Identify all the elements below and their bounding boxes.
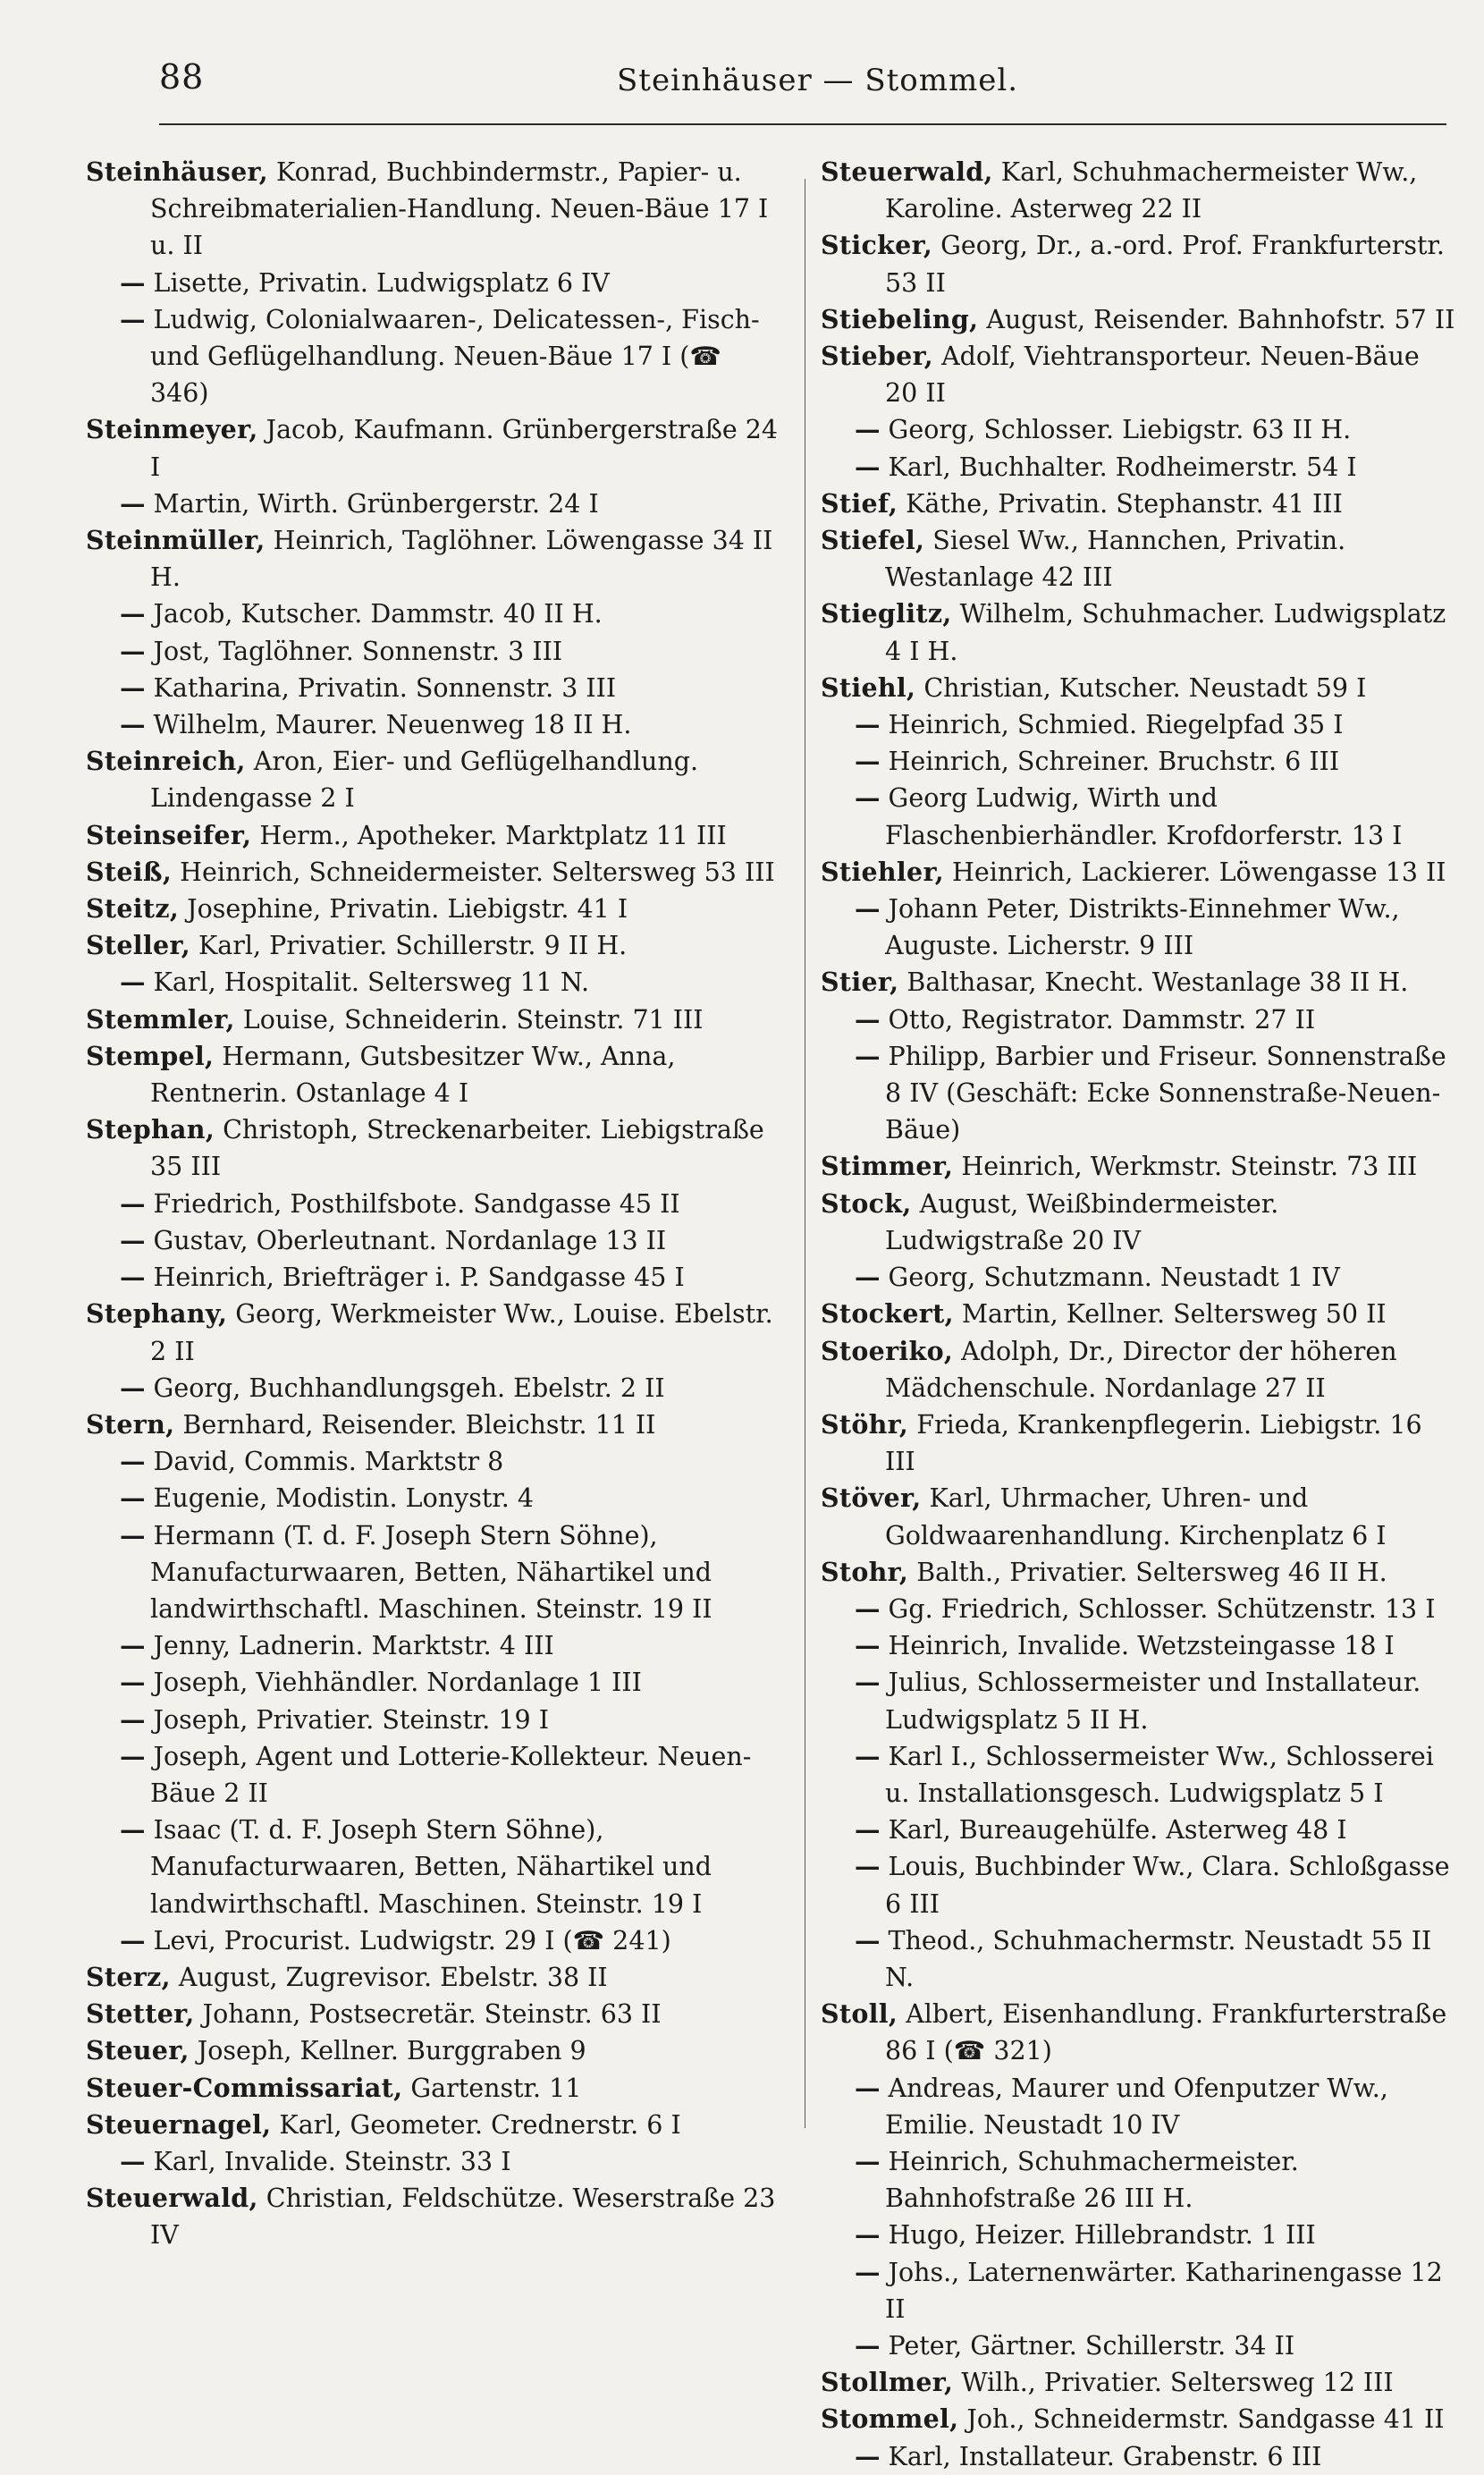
repeat-dash: —: [855, 2145, 881, 2176]
entry-details: David, Commis. Marktstr 8: [145, 1447, 504, 1477]
entry-details: Karl, Geometer. Crednerstr. 6 I: [271, 2109, 681, 2140]
directory-entry: [86, 1517, 779, 1628]
directory-entry: [821, 1922, 1457, 1996]
entry-details: Heinrich, Schuhmachermeister. Bahnhofstraße 26 III H.: [880, 2146, 1299, 2214]
repeat-dash: —: [120, 1372, 146, 1403]
entry-surname: Stock,: [821, 1187, 912, 1219]
entry-details: Balth., Privatier. Seltersweg 46 II H.: [908, 1557, 1387, 1587]
entry-details: Heinrich, Werkmstr. Steinstr. 73 III: [953, 1152, 1418, 1182]
entry-surname: Steinseifer,: [86, 819, 252, 850]
entry-details: Jacob, Kaufmann. Grünbergerstraße 24 I: [150, 415, 779, 482]
directory-entry: [821, 2070, 1457, 2143]
directory-entry: [821, 154, 1457, 227]
directory-entry: [86, 265, 779, 301]
entry-details: Martin, Kellner. Seltersweg 50 II: [953, 1299, 1387, 1330]
directory-entry: [821, 486, 1457, 522]
entry-details: Hermann, Gutsbesitzer Ww., Anna, Rentnerin. Ostanlage 4 I: [150, 1041, 676, 1109]
repeat-dash: —: [855, 1630, 881, 1661]
repeat-dash: —: [120, 967, 146, 998]
repeat-dash: —: [120, 487, 146, 519]
right-column: [821, 154, 1457, 2475]
directory-entry: [86, 2180, 779, 2253]
repeat-dash: —: [120, 1446, 146, 1477]
repeat-dash: —: [120, 2145, 146, 2176]
directory-entry: [86, 1222, 779, 1259]
directory-entry: [821, 1148, 1457, 1185]
entry-details: Joseph, Privatier. Steinstr. 19 I: [145, 1704, 549, 1735]
directory-entry: [86, 1111, 779, 1185]
entry-details: Andreas, Maurer und Ofenputzer Ww., Emilie. Neustadt 10 IV: [880, 2073, 1388, 2140]
entry-details: Gustav, Oberleutnant. Nordanlage 13 II: [145, 1225, 667, 1255]
entry-surname: Sticker,: [821, 230, 933, 261]
entry-surname: Stern,: [86, 1408, 175, 1440]
entry-details: Käthe, Privatin. Stephanstr. 41 III: [898, 488, 1343, 519]
directory-entry: [821, 1038, 1457, 1149]
repeat-dash: —: [120, 1924, 146, 1956]
directory-entry: [86, 1664, 779, 1701]
entry-details: Karl, Uhrmacher, Uhren- und Goldwaarenhandlung. Kirchenplatz 6 I: [885, 1483, 1387, 1550]
directory-entry: [86, 854, 779, 891]
entry-details: Wilhelm, Schuhmacher. Ludwigsplatz 4 I H.: [885, 599, 1446, 666]
entry-surname: Stiefel,: [821, 525, 925, 556]
entry-details: Louise, Schneiderin. Steinstr. 71 III: [234, 1004, 704, 1035]
entry-details: Georg, Buchhandlungsgeh. Ebelstr. 2 II: [145, 1373, 665, 1403]
entry-surname: Steinmeyer,: [86, 414, 258, 445]
entry-surname: Stiehler,: [821, 856, 944, 887]
entry-surname: Stiehl,: [821, 672, 916, 703]
repeat-dash: —: [855, 2219, 881, 2251]
entry-surname: Stommel,: [821, 2403, 959, 2435]
directory-entry: [821, 1333, 1457, 1406]
directory-entry: [86, 1922, 779, 1959]
entry-details: Peter, Gärtner. Schillerstr. 34 II: [880, 2330, 1295, 2361]
entry-surname: Stoeriko,: [821, 1335, 954, 1366]
directory-entry: [821, 411, 1457, 448]
repeat-dash: —: [120, 635, 146, 666]
directory-entry: [821, 1001, 1457, 1038]
entry-details: Karl, Privatier. Schillerstr. 9 II H.: [190, 931, 628, 961]
directory-entry: [821, 338, 1457, 411]
entry-surname: Stollmer,: [821, 2367, 954, 2398]
directory-entry: [821, 2327, 1457, 2364]
directory-entry: [821, 301, 1457, 338]
entry-details: Georg Ludwig, Wirth und Flaschenbierhändler. Krofdorferstr. 13 I: [880, 783, 1403, 850]
entry-surname: Stimmer,: [821, 1151, 954, 1182]
directory-entry: [86, 301, 779, 412]
repeat-dash: —: [120, 1482, 146, 1514]
entry-details: Siesel Ww., Hannchen, Privatin. Westanlage 42 III: [885, 526, 1346, 593]
entry-details: Louis, Buchbinder Ww., Clara. Schloßgasse 6 III: [880, 1852, 1450, 1919]
entry-surname: Stöver,: [821, 1482, 922, 1514]
entry-surname: Steinreich,: [86, 746, 246, 777]
repeat-dash: —: [120, 1667, 146, 1698]
repeat-dash: —: [855, 893, 881, 925]
entry-surname: Stetter,: [86, 1998, 195, 2030]
repeat-dash: —: [120, 1262, 146, 1293]
entry-surname: Steuernagel,: [86, 2108, 272, 2140]
directory-entry: [821, 2438, 1457, 2475]
entry-surname: Stockert,: [821, 1298, 954, 1330]
directory-entry: [821, 596, 1457, 669]
directory-entry: [821, 2401, 1457, 2437]
directory-entry: [821, 706, 1457, 743]
entry-details: Friedrich, Posthilfsbote. Sandgasse 45 II: [145, 1188, 680, 1219]
entry-surname: Stohr,: [821, 1556, 909, 1587]
repeat-dash: —: [120, 1814, 146, 1846]
entry-surname: Steuerwald,: [821, 156, 993, 187]
repeat-dash: —: [855, 414, 881, 445]
directory-entry: [821, 1259, 1457, 1296]
directory-entry: [86, 596, 779, 632]
directory-entry: [821, 1738, 1457, 1812]
entry-surname: Steitz,: [86, 893, 180, 925]
repeat-dash: —: [120, 598, 146, 629]
entry-details: Frieda, Krankenpflegerin. Liebigstr. 16 III: [885, 1409, 1422, 1477]
entry-surname: Steuer-Commissariat,: [86, 2072, 403, 2103]
entry-details: Christian, Feldschütze. Weserstraße 23 IV: [150, 2184, 776, 2251]
repeat-dash: —: [855, 1040, 881, 1071]
entry-details: Heinrich, Schneidermeister. Seltersweg 53 III: [172, 857, 775, 887]
entry-surname: Stier,: [821, 967, 899, 998]
entry-surname: Stiebeling,: [821, 303, 979, 334]
directory-entry: [821, 1848, 1457, 1922]
entry-details: Georg, Schlosser. Liebigstr. 63 II H.: [880, 415, 1352, 445]
entry-surname: Steiß,: [86, 856, 173, 887]
directory-entry: [86, 1370, 779, 1406]
entry-details: Karl, Buchhalter. Rodheimerstr. 54 I: [880, 452, 1357, 482]
entry-surname: Stempel,: [86, 1040, 215, 1071]
entry-details: Heinrich, Briefträger i. P. Sandgasse 45 I: [145, 1263, 685, 1293]
directory-entry: [86, 1959, 779, 1996]
entry-surname: Steinhäuser,: [86, 156, 268, 187]
directory-entry: [821, 1186, 1457, 1259]
entry-details: Georg, Werkmeister Ww., Louise. Ebelstr. 2 II: [150, 1299, 773, 1366]
entry-surname: Stieglitz,: [821, 598, 952, 629]
repeat-dash: —: [855, 2072, 881, 2103]
entry-details: Karl, Bureaugehülfe. Asterweg 48 I: [880, 1815, 1347, 1846]
entry-details: Johs., Laternenwärter. Katharinengasse 12 II: [880, 2257, 1443, 2324]
entry-details: Jenny, Ladnerin. Marktstr. 4 III: [145, 1631, 554, 1661]
directory-entry: [86, 1259, 779, 1296]
directory-entry: [821, 1627, 1457, 1664]
entry-details: Heinrich, Schmied. Riegelpfad 35 I: [880, 710, 1344, 740]
entry-details: Adolph, Dr., Director der höheren Mädchenschule. Nordanlage 27 II: [885, 1336, 1397, 1403]
repeat-dash: —: [855, 1667, 881, 1698]
entry-details: Theod., Schuhmachermstr. Neustadt 55 II N.: [880, 1925, 1432, 1992]
entry-details: Heinrich, Taglöhner. Löwengasse 34 II H.: [150, 526, 773, 593]
entry-details: Konrad, Buchbindermstr., Papier- u. Schreibmaterialien-Handlung. Neuen-Bäue 17 I u. II: [150, 157, 769, 261]
repeat-dash: —: [855, 1592, 881, 1624]
entry-surname: Stoll,: [821, 1998, 898, 2030]
entry-details: Gg. Friedrich, Schlosser. Schützenstr. 13 I: [880, 1593, 1436, 1624]
entry-details: Joseph, Agent und Lotterie-Kollekteur. Neuen-Bäue 2 II: [145, 1741, 752, 1808]
entry-details: Joseph, Viehhändler. Nordanlage 1 III: [145, 1668, 642, 1698]
repeat-dash: —: [120, 709, 146, 740]
entry-details: Georg, Schutzmann. Neustadt 1 IV: [880, 1263, 1340, 1293]
directory-entry: [86, 670, 779, 706]
entry-details: Albert, Eisenhandlung. Frankfurterstraße 86 I (☎ 321): [885, 1999, 1447, 2066]
entry-details: Bernhard, Reisender. Bleichstr. 11 II: [174, 1409, 656, 1440]
entry-details: Karl, Hospitalit. Seltersweg 11 N.: [145, 967, 590, 998]
entry-surname: Stief,: [821, 487, 898, 519]
directory-entry: [86, 1702, 779, 1738]
repeat-dash: —: [120, 1630, 146, 1661]
directory-entry: [86, 522, 779, 596]
repeat-dash: —: [855, 1924, 881, 1956]
entry-surname: Steuerwald,: [86, 2183, 258, 2214]
entry-details: Hermann (T. d. F. Joseph Stern Söhne), Manufacturwaaren, Betten, Nähartikel und landwirthschaftl. Maschinen. Steinstr. 19 II: [145, 1520, 712, 1624]
directory-entry: [86, 1996, 779, 2032]
directory-entry: [821, 1996, 1457, 2069]
directory-entry: [86, 2032, 779, 2069]
entry-details: Johann Peter, Distrikts-Einnehmer Ww., Auguste. Licherstr. 9 III: [880, 894, 1400, 961]
entry-details: Christoph, Streckenarbeiter. Liebigstraße 35 III: [150, 1115, 764, 1182]
directory-entry: [821, 449, 1457, 486]
entry-details: Philipp, Barbier und Friseur. Sonnenstraße 8 IV (Geschäft: Ecke Sonnenstraße-Neuen-Bäue): [880, 1041, 1446, 1145]
entry-details: Christian, Kutscher. Neustadt 59 I: [915, 672, 1367, 703]
directory-entry: [86, 927, 779, 964]
entry-details: Heinrich, Lackierer. Löwengasse 13 II: [943, 857, 1446, 887]
repeat-dash: —: [120, 266, 146, 298]
directory-entry: [821, 1554, 1457, 1591]
directory-entry: [821, 1664, 1457, 1737]
directory-entry: [821, 2254, 1457, 2327]
directory-entry: [821, 227, 1457, 300]
directory-entry: [86, 154, 779, 265]
repeat-dash: —: [120, 1519, 146, 1550]
entry-surname: Stieber,: [821, 341, 934, 372]
directory-entry: [86, 1627, 779, 1664]
directory-entry: [86, 1812, 779, 1922]
entry-details: Georg, Dr., a.-ord. Prof. Frankfurterstr. 53 II: [885, 231, 1445, 298]
directory-entry: [821, 522, 1457, 596]
entry-details: Balthasar, Knecht. Westanlage 38 II H.: [898, 967, 1409, 998]
repeat-dash: —: [120, 303, 146, 334]
entry-details: Jost, Taglöhner. Sonnenstr. 3 III: [145, 636, 563, 666]
entry-details: Karl, Invalide. Steinstr. 33 I: [145, 2146, 511, 2176]
repeat-dash: —: [855, 746, 881, 777]
directory-entry: [821, 2143, 1457, 2217]
entry-details: Joh., Schneidermstr. Sandgasse 41 II: [958, 2404, 1445, 2435]
directory-entry: [821, 854, 1457, 891]
repeat-dash: —: [855, 2440, 881, 2471]
directory-entry: [86, 964, 779, 1001]
entry-details: August, Zugrevisor. Ebelstr. 38 II: [170, 1962, 608, 1992]
repeat-dash: —: [120, 1740, 146, 1771]
entry-details: Eugenie, Modistin. Lonystr. 4: [145, 1483, 535, 1514]
entry-details: Herm., Apotheker. Marktplatz 11 III: [251, 820, 727, 850]
entry-details: Wilhelm, Maurer. Neuenweg 18 II H.: [145, 710, 632, 740]
entry-details: Adolf, Viehtransporteur. Neuen-Bäue 20 II: [885, 342, 1420, 409]
directory-entry: [821, 1406, 1457, 1480]
directory-entry: [86, 706, 779, 743]
repeat-dash: —: [855, 1851, 881, 1882]
left-column: [86, 154, 779, 2254]
entry-details: Isaac (T. d. F. Joseph Stern Söhne), Manufacturwaaren, Betten, Nähartikel und landwirthschaftl. Maschinen. Steinstr. 19 I: [145, 1815, 712, 1919]
directory-entry: [821, 891, 1457, 964]
directory-entry: [86, 1186, 779, 1222]
directory-entry: [821, 1591, 1457, 1627]
directory-entry: [821, 743, 1457, 780]
entry-surname: Steller,: [86, 930, 190, 961]
directory-entry: [86, 1480, 779, 1516]
directory-entry: [821, 1480, 1457, 1553]
entry-details: Levi, Procurist. Ludwigstr. 29 I (☎ 241): [145, 1925, 671, 1956]
entry-surname: Sterz,: [86, 1961, 171, 1992]
entry-surname: Stemmler,: [86, 1003, 235, 1035]
entry-details: Josephine, Privatin. Liebigstr. 41 I: [179, 894, 628, 925]
directory-entry: [86, 891, 779, 927]
header-rule: [159, 123, 1446, 125]
entry-surname: Stephan,: [86, 1114, 215, 1145]
entry-details: Joseph, Kellner. Burggraben 9: [189, 2036, 586, 2066]
repeat-dash: —: [120, 1703, 146, 1735]
directory-entry: [86, 1443, 779, 1480]
repeat-dash: —: [855, 1740, 881, 1771]
directory-entry: [86, 1296, 779, 1369]
directory-entry: [86, 633, 779, 670]
repeat-dash: —: [855, 2329, 881, 2361]
directory-entry: [86, 817, 779, 854]
directory-entry: [86, 1738, 779, 1812]
directory-entry: [86, 2143, 779, 2180]
entry-details: Johann, Postsecretär. Steinstr. 63 II: [194, 1999, 662, 2030]
entry-details: Wilh., Privatier. Seltersweg 12 III: [953, 2368, 1394, 2398]
repeat-dash: —: [855, 2256, 881, 2287]
entry-details: Gartenstr. 11: [402, 2073, 582, 2103]
entry-surname: Steuer,: [86, 2035, 190, 2066]
directory-entry: [86, 1001, 779, 1038]
directory-entry: [86, 1406, 779, 1443]
repeat-dash: —: [120, 672, 146, 703]
directory-entry: [821, 1296, 1457, 1332]
repeat-dash: —: [855, 1262, 881, 1293]
directory-entry: [86, 743, 779, 816]
entry-details: Hugo, Heizer. Hillebrandstr. 1 III: [880, 2220, 1316, 2251]
directory-entry: [821, 2364, 1457, 2401]
directory-entry: [821, 964, 1457, 1001]
entry-details: Heinrich, Invalide. Wetzsteingasse 18 I: [880, 1631, 1395, 1661]
entry-details: Katharina, Privatin. Sonnenstr. 3 III: [145, 672, 617, 703]
entry-details: August, Weißbindermeister. Ludwigstraße 20 IV: [885, 1188, 1279, 1255]
entry-details: Ludwig, Colonialwaaren-, Delicatessen-, Fisch- und Geflügelhandlung. Neuen-Bäue 17 I (☎ 346): [145, 304, 760, 409]
repeat-dash: —: [855, 709, 881, 740]
running-head: Steinhäuser — Stommel.: [617, 63, 1019, 98]
entry-details: Heinrich, Schreiner. Bruchstr. 6 III: [880, 747, 1340, 777]
entry-details: August, Reisender. Bahnhofstr. 57 II: [978, 304, 1455, 334]
repeat-dash: —: [855, 782, 881, 814]
directory-entry: [86, 486, 779, 522]
entry-details: Lisette, Privatin. Ludwigsplatz 6 IV: [145, 267, 610, 298]
repeat-dash: —: [855, 451, 881, 482]
entry-details: Karl I., Schlossermeister Ww., Schlosserei u. Installationsgesch. Ludwigsplatz 5 I: [880, 1741, 1434, 1808]
entry-details: Otto, Registrator. Dammstr. 27 II: [880, 1004, 1316, 1035]
directory-entry: [86, 2107, 779, 2143]
entry-surname: Stöhr,: [821, 1408, 909, 1440]
repeat-dash: —: [120, 1224, 146, 1255]
entry-details: Karl, Installateur. Grabenstr. 6 III: [880, 2441, 1322, 2471]
entry-details: Jacob, Kutscher. Dammstr. 40 II H.: [145, 599, 603, 629]
entry-surname: Stephany,: [86, 1298, 228, 1330]
directory-entry: [821, 1812, 1457, 1848]
entry-details: Martin, Wirth. Grünbergerstr. 24 I: [145, 488, 599, 519]
entry-details: Julius, Schlossermeister und Installateur. Ludwigsplatz 5 II H.: [880, 1668, 1421, 1735]
entry-details: Karl, Schuhmachermeister Ww., Karoline. Asterweg 22 II: [885, 157, 1418, 224]
repeat-dash: —: [120, 1187, 146, 1219]
entry-details: Aron, Eier- und Geflügelhandlung. Lindengasse 2 I: [150, 747, 699, 814]
directory-entry: [86, 2070, 779, 2107]
directory-entry: [86, 411, 779, 485]
repeat-dash: —: [855, 1003, 881, 1035]
repeat-dash: —: [855, 1814, 881, 1846]
directory-entry: [821, 670, 1457, 706]
directory-entry: [86, 1038, 779, 1111]
entry-surname: Steinmüller,: [86, 525, 266, 556]
directory-entry: [821, 780, 1457, 853]
page-number: 88: [159, 57, 205, 97]
